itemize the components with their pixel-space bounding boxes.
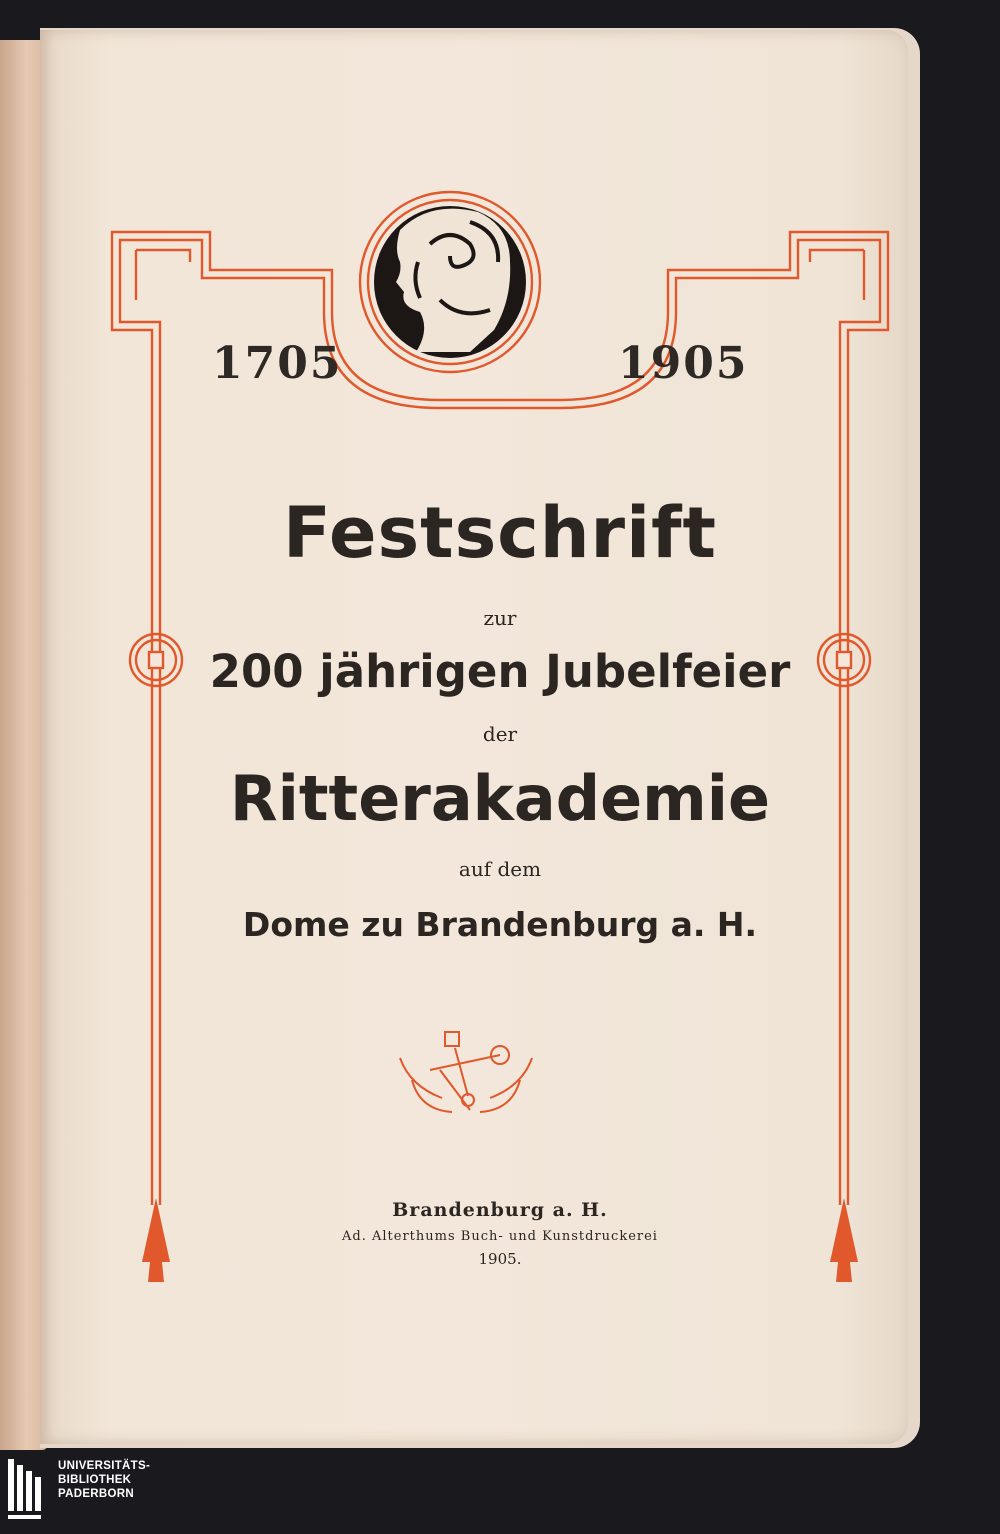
keys-emblem <box>400 1032 532 1112</box>
title-place: Dome zu Brandenburg a. H. <box>242 905 758 944</box>
medallion-helmeted-head <box>374 206 526 358</box>
imprint-city: Brandenburg a. H. <box>392 1199 608 1221</box>
year-start: 1705 <box>212 338 343 389</box>
imprint-printer: Ad. Alterthums Buch- und Kunstdruckerei <box>342 1229 658 1244</box>
year-end: 1905 <box>618 338 749 389</box>
title-institution: Ritterakademie <box>229 762 771 835</box>
imprint-year: 1905. <box>478 1250 522 1268</box>
library-name: UNIVERSITÄTS- BIBLIOTHEK PADERBORN <box>58 1460 151 1500</box>
library-logo <box>8 1457 208 1529</box>
title-main: Festschrift <box>282 492 717 574</box>
title-aufdem: auf dem <box>458 857 542 881</box>
title-occasion: 200 jährigen Jubelfeier <box>209 645 791 698</box>
title-der: der <box>482 722 518 746</box>
title-zur: zur <box>483 606 517 630</box>
library-mark-icon <box>8 1459 48 1521</box>
